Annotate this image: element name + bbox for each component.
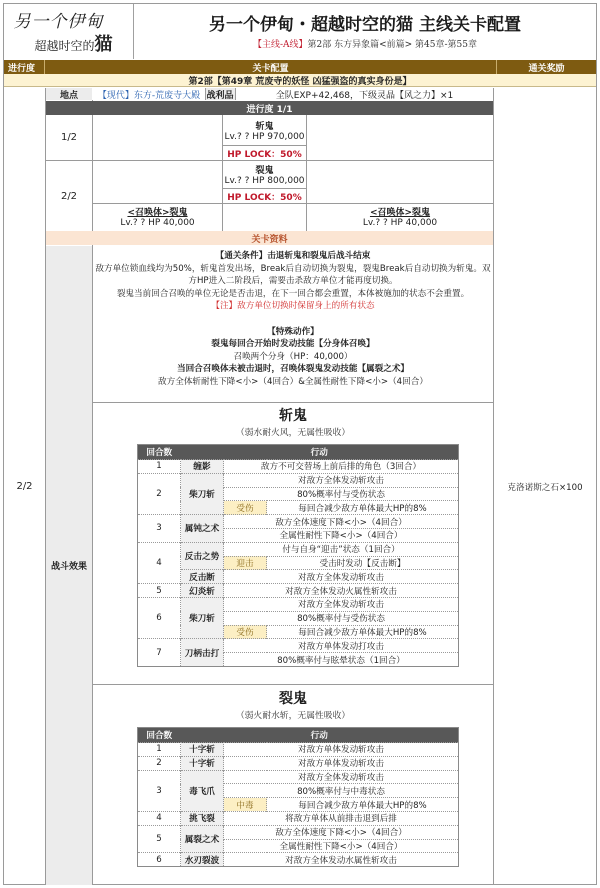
special-title: 【特殊动作】 <box>267 326 319 337</box>
chapter-title: 第2部【第49章 荒废寺的妖怪 凶猛强盗的真实身份是】 <box>4 74 596 87</box>
subtitle-text: 第2部 东方异象篇<前篇> 第45章-第55章 <box>307 39 478 50</box>
wave-1-enemy-stats: Lv.? ? HP 970,000 <box>224 132 305 142</box>
info-note: 【注】敌方单位切换时保留身上的所有状态 <box>211 301 375 312</box>
wave-2-enemy-stats: Lv.? ? HP 800,000 <box>224 176 305 186</box>
table-row: 迎击 受击时发动【反击断】 <box>138 556 459 570</box>
column-header-bar <box>4 60 596 74</box>
special-2: 召唤两个分身（HP：40,000） <box>233 351 353 362</box>
summon-right-stats: Lv.? ? HP 40,000 <box>362 217 438 228</box>
table-row: 7 刀柄击打 对敌方单体发动打攻击 <box>138 639 459 653</box>
stage-reward: 克洛诺斯之石×100 <box>507 482 583 493</box>
col-reward: 通关奖励 <box>528 63 565 74</box>
info-desc-1: 敌方单位锁血线均为50%，斩鬼首发出场，Break后自动切换为裂鬼，裂鬼Break后自动切换为斩鬼。双 <box>95 263 491 274</box>
status-tag: 迎击 <box>224 556 267 570</box>
clear-condition: 【通关条件】击退斩鬼和裂鬼后战斗结束 <box>215 251 371 261</box>
progress-bar: 进行度 1/1 <box>46 101 493 115</box>
info-bar: 关卡资料 <box>46 231 493 245</box>
special-4: 敌方全体斩耐性下降<小>（4回合）&全属性耐性下降<小>（4回合） <box>158 376 428 387</box>
logo-line-2: 超越时空的猫 <box>34 34 113 55</box>
game-logo <box>4 4 134 59</box>
boss2-name: 裂鬼 <box>279 691 307 707</box>
table-row: 4 挑飞裂 将敌方单体从前排击退到后排 <box>138 811 459 825</box>
table-row: 80%概率付与中毒状态 <box>138 784 459 798</box>
table-row: 6 水刃裂波 对敌方全体发动水属性斩攻击 <box>138 853 459 867</box>
action-header: 行动 <box>181 445 459 460</box>
boss1-action-table <box>137 444 459 667</box>
table-row: 全属性耐性下降<小>（4回合） <box>138 528 459 542</box>
location-value: 【现代】东方-荒废寺大殿 <box>97 90 201 101</box>
status-tag: 中毒 <box>224 798 267 812</box>
info-desc-3: 裂鬼当前回合召唤的单位无论是否击退，在下一回合都会重置，本体被施加的状态不会重置。 <box>116 288 470 299</box>
turn-header: 回合数 <box>138 445 181 460</box>
wave-2-label: 2/2 <box>60 190 78 202</box>
table-row: 5 幻炎斩 对敌方全体发动火属性斩攻击 <box>138 584 459 598</box>
loot-label: 战利品 <box>205 88 235 100</box>
effects-label: 战斗效果 <box>46 246 92 885</box>
table-row: 全属性耐性下降<小>（4回合） <box>138 839 459 853</box>
col-progress: 进行度 <box>8 63 36 74</box>
page-title: 另一个伊甸・超越时空的猫 主线关卡配置 <box>209 14 521 35</box>
table-row: 80%概率付与眩晕状态（1回合） <box>138 653 459 667</box>
table-row: 2 十字斩 对敌方单体发动斩攻击 <box>138 756 459 770</box>
table-row: 2 柴刀斩 对敌方全体发动斩攻击 <box>138 473 459 487</box>
table-row: 1 缠影 敌方不可交替场上前后排的角色（3回合） <box>138 460 459 474</box>
wave-2-enemy-name: 裂鬼 <box>255 165 274 176</box>
info-block <box>93 250 493 389</box>
stage-progress: 2/2 <box>16 481 33 492</box>
table-row: 受伤 每回合减少敌方单体最大HP的8% <box>138 501 459 515</box>
loot-value: 全队EXP+42,468，下级灵晶【风之力】×1 <box>275 90 454 101</box>
boss1-name: 斩鬼 <box>279 408 307 424</box>
table-row: 5 属裂之术 敌方全体速度下降<小>（4回合） <box>138 825 459 839</box>
table-row: 3 毒飞爪 对敌方全体发动斩攻击 <box>138 770 459 784</box>
wave-1-hp-lock: HP LOCK：50% <box>227 149 302 160</box>
table-row: 80%概率付与受伤状态 <box>138 487 459 501</box>
table-row: 反击断 对敌方全体发动斩攻击 <box>138 570 459 584</box>
wave-2-hp-lock: HP LOCK：50% <box>227 192 302 203</box>
action-header: 行动 <box>181 728 459 743</box>
summon-left-stats: Lv.? ? HP 40,000 <box>120 217 195 228</box>
boss2-action-table <box>137 727 459 867</box>
logo-line-1: 另一个伊甸 <box>13 12 104 32</box>
table-row: 80%概率付与受伤状态 <box>138 611 459 625</box>
table-row: 中毒 每回合减少敌方单体最大HP的8% <box>138 798 459 812</box>
status-tag: 受伤 <box>224 501 267 515</box>
special-3: 当回合召唤体未被击退时，召唤体裂鬼发动技能【属裂之术】 <box>176 364 410 375</box>
wave-1-enemy-name: 斩鬼 <box>255 121 274 132</box>
col-config: 关卡配置 <box>252 63 289 74</box>
page-subtitle <box>135 36 595 50</box>
table-row: 受伤 每回合减少敌方单体最大HP的8% <box>138 625 459 639</box>
summon-right-name: <召唤体>裂鬼 <box>369 208 431 218</box>
table-row: 4 反击之势 付与自身“迎击”状态（1回合） <box>138 542 459 556</box>
table-row: 3 属钝之术 敌方全体速度下降<小>（4回合） <box>138 515 459 529</box>
route-tag: 【主线-A线】 <box>252 39 308 50</box>
table-row: 1 十字斩 对敌方单体发动斩攻击 <box>138 743 459 757</box>
boss1-traits: （弱水耐火风，无属性吸收） <box>235 427 351 438</box>
status-tag: 受伤 <box>224 625 267 639</box>
location-label: 地点 <box>46 88 92 100</box>
special-1: 裂鬼每回合开始时发动技能【分身体召唤】 <box>211 339 375 350</box>
wave-1-label: 1/2 <box>60 132 78 143</box>
turn-header: 回合数 <box>138 728 181 743</box>
summon-left-name: <召唤体>裂鬼 <box>127 208 188 218</box>
boss2-traits: （弱火耐水斩，无属性吸收） <box>235 710 351 721</box>
table-row: 6 柴刀斩 对敌方全体发动斩攻击 <box>138 597 459 611</box>
info-desc-2: 方HP进入二阶段后，需要击杀敌方单位才能再度切换。 <box>188 276 398 287</box>
